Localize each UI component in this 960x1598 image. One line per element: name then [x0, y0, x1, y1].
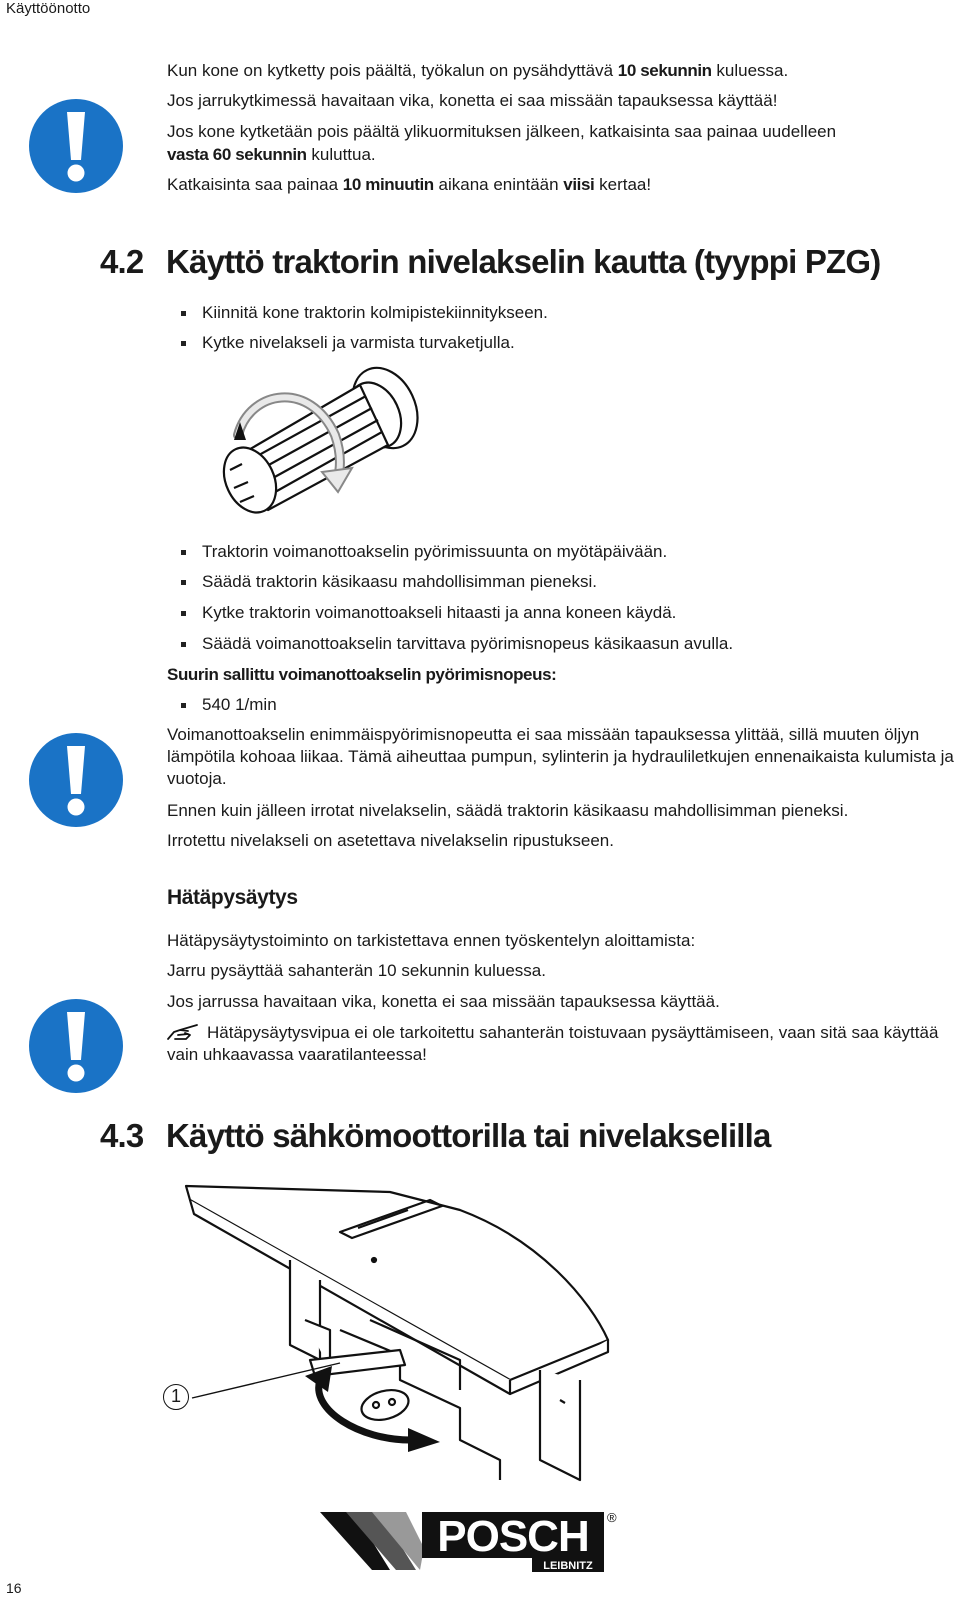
- section-title: Käyttö sähkömoottorilla tai nivelakselilla: [166, 1117, 771, 1154]
- registered-mark: ®: [607, 1510, 617, 1525]
- pto-shaft-illustration: [210, 360, 430, 520]
- callout-number: 1: [163, 1384, 189, 1410]
- warning1-line1: Kun kone on kytketty pois päältä, työkalun on pysähdyttävä 10 sekunnin kuluessa.: [167, 61, 789, 80]
- section-number: 4.2: [100, 243, 144, 280]
- warning1-line4: vasta 60 sekunnin kuluttua.: [167, 145, 376, 164]
- running-header: Käyttöönotto: [6, 0, 91, 17]
- emergency-lever-illustration: [160, 1180, 620, 1500]
- logo-subtext: LEIBNITZ: [543, 1560, 593, 1572]
- section-number: 4.3: [100, 1117, 144, 1154]
- warning2-paragraph3: Irrotettu nivelakseli on asetettava nivelakselin ripustukseen.: [167, 831, 614, 850]
- emergency-heading: Hätäpysäytys: [167, 886, 298, 909]
- posch-logo: [320, 1508, 620, 1574]
- warning-exclamation-icon: [28, 998, 124, 1094]
- warning1-line5: Katkaisinta saa painaa 10 minuutin aikana enintään viisi kertaa!: [167, 175, 652, 194]
- emergency-note: Hätäpysäytysvipua ei ole tarkoitettu sahanterän toistuvaan pysäyttämiseen, vaan sitä saa käyttää vain uhkaavassa vaaratilanteessa!: [167, 1023, 939, 1064]
- page-number: 16: [6, 1580, 22, 1596]
- logo-text: POSCH: [437, 1512, 589, 1561]
- warning-exclamation-icon: [28, 732, 124, 828]
- warning1-line2: Jos jarrukytkimessä havaitaan vika, konetta ei saa missään tapauksessa käyttää!: [167, 91, 778, 110]
- section-title: Käyttö traktorin nivelakselin kautta (tyyppi PZG): [166, 243, 881, 280]
- emergency-paragraph2: Jarru pysäyttää sahanterän 10 sekunnin kuluessa.: [167, 961, 546, 980]
- max-speed-label: Suurin sallittu voimanottoakselin pyörimisnopeus:: [167, 665, 557, 684]
- warning1-line3: Jos kone kytketään pois päältä ylikuormituksen jälkeen, katkaisinta saa painaa uudelleen: [167, 122, 837, 141]
- warning2-paragraph2: Ennen kuin jälleen irrotat nivelakselin, säädä traktorin käsikaasu mahdollisimman pieneksi.: [167, 801, 849, 820]
- emergency-paragraph3: Jos jarrussa havaitaan vika, konetta ei saa missään tapauksessa käyttää.: [167, 992, 720, 1011]
- warning2-paragraph1: Voimanottoakselin enimmäispyörimisnopeutta ei saa missään tapauksessa ylittää, sillä muuten öljyn lämpötila kohoaa liikaa. Tämä aiheuttaa pumpun, sylinterin ja hydrauliletkujen ennenaikaista kulumista ja vuotoja.: [167, 725, 954, 788]
- warning-exclamation-icon: [28, 98, 124, 194]
- emergency-paragraph1: Hätäpysäytystoiminto on tarkistettava ennen työskentelyn aloittamista:: [167, 931, 696, 950]
